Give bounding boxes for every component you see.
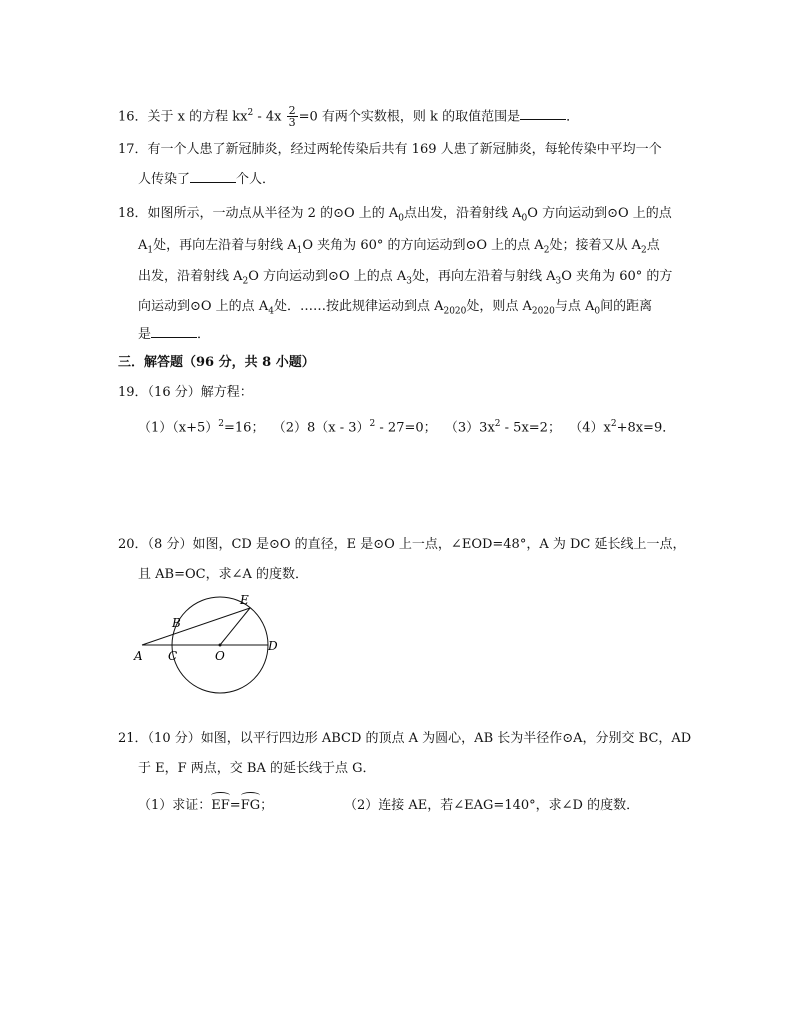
answer-blank: [190, 170, 236, 183]
question-18-line1: 18．如图所示，一动点从半径为 2 的⊙O 上的 $A_0$点出发，沿着射线 $A_0O$ 方向运动到⊙O 上的点: [118, 206, 672, 224]
question-21-parts: （1）求证：EF=FG；: [138, 796, 273, 816]
question-19-parts: $(1)(x+5)^2=16$； （2）8（x - 3）$^2$ - 27=0； $(3)3x^2 - 5x=2$； $(4)x^2+8x=9$．: [138, 419, 676, 436]
question-18-line3: 出发，沿着射线 $A_2O$ 方向运动到⊙O 上的点 $A_3$处，再向左沿着与射线 $A_3O$ 夹角为 60° 的方: [138, 269, 673, 287]
arc-fg: FG: [241, 796, 260, 816]
question-19-title: 19．（16 分）解方程：: [118, 385, 253, 400]
label-o: O: [215, 649, 225, 663]
question-18-line2: $A_1$处，再向左沿着与射线 $A_1O$ 夹角为 60° 的方向运动到⊙O 上的点 $A_2$处；接着又从 $A_2$点: [138, 238, 660, 256]
question-21-line1: 21．（10 分）如图，以平行四边形 ABCD 的顶点 A 为圆心，AB 长为半径作⊙A，分别交 BC，AD: [118, 731, 692, 746]
label-c: C: [168, 649, 178, 663]
answer-blank: [151, 325, 197, 338]
line-a-e: [142, 608, 250, 645]
fraction-two-thirds: $\frac{2}{3}$: [288, 104, 296, 130]
question-18-line5: 是 ．: [138, 327, 211, 342]
question-16: 16．关于 x 的方程 $kx^2 - 4x$ $\frac{2}{3}$ =0 有两个实数根，则 k 的取值范围是 ．: [118, 104, 580, 130]
arc-ef: EF: [211, 796, 230, 816]
label-d: D: [268, 639, 278, 653]
label-a: A: [134, 649, 143, 663]
question-20-line2: 且 AB=OC，求∠A 的度数．: [138, 567, 308, 582]
question-20-line1: 20．（8 分）如图，CD 是⊙O 的直径，E 是⊙O 上一点，∠EOD=48°，A 为 DC 延长线上一点，: [118, 537, 686, 552]
label-e: E: [240, 593, 249, 607]
question-18-line4: 向运动到⊙O 上的点 $A_4$处．……按此规律运动到点 $A_{2020}$处，则点 $A_{2020}$与点 $A_0$间的距离: [138, 299, 653, 317]
question-17-line2: 人传染了 个人．: [138, 172, 276, 187]
question-21-line2: 于 E，F 两点，交 BA 的延长线于点 G．: [138, 761, 376, 776]
answer-blank: [520, 107, 566, 120]
center-point: [219, 644, 222, 647]
figure-20-circle-diagram: [130, 590, 290, 695]
label-b: B: [172, 616, 181, 630]
question-17-line1: 17．有一个人患了新冠肺炎，经过两轮传染后共有 169 人患了新冠肺炎，每轮传染中平均一个: [118, 142, 662, 157]
section-heading: 三．解答题（96 分，共 8 小题）: [118, 355, 315, 370]
question-21-part2: （2）连接 AE，若∠EAG=140°，求∠D 的度数．: [344, 798, 640, 813]
